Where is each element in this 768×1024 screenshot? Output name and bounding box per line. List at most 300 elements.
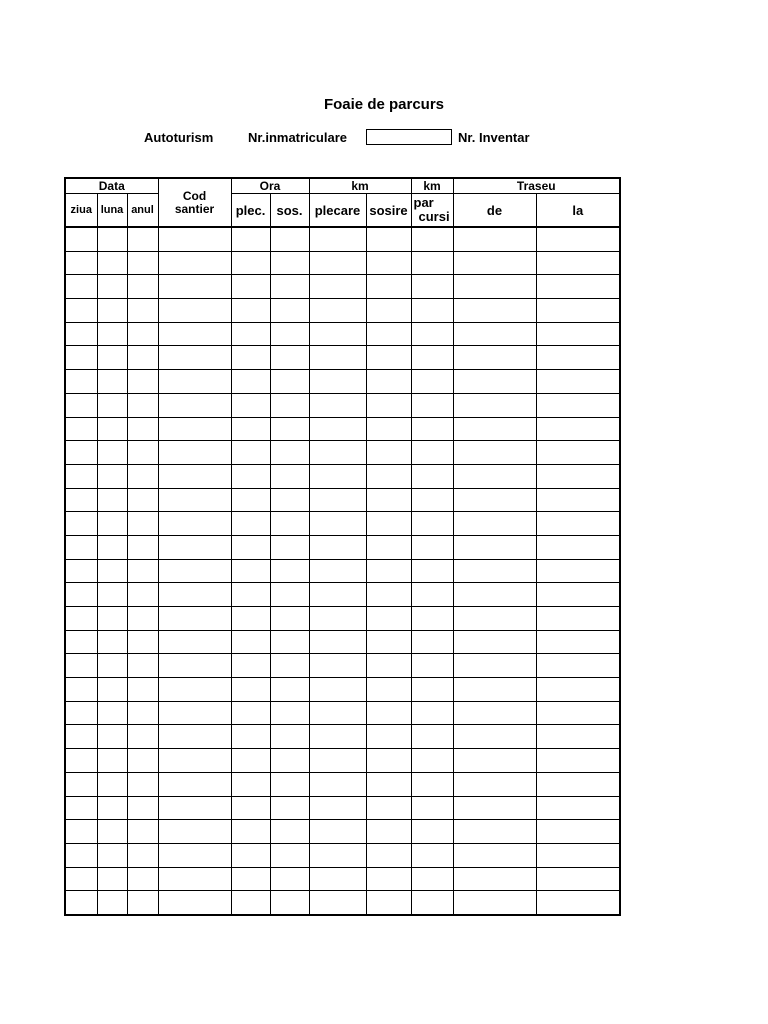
cell-km-sosire[interactable] bbox=[366, 441, 411, 465]
cell-ora-sos[interactable] bbox=[270, 251, 309, 275]
cell-luna[interactable] bbox=[97, 512, 127, 536]
cell-luna[interactable] bbox=[97, 370, 127, 394]
cell-cod-santier[interactable] bbox=[158, 464, 231, 488]
cell-ziua[interactable] bbox=[65, 796, 97, 820]
cell-cod-santier[interactable] bbox=[158, 441, 231, 465]
cell-km-sosire[interactable] bbox=[366, 772, 411, 796]
cell-km-sosire[interactable] bbox=[366, 607, 411, 631]
cell-anul[interactable] bbox=[127, 251, 158, 275]
cell-km-plecare[interactable] bbox=[309, 630, 366, 654]
cell-ora-plec[interactable] bbox=[231, 701, 270, 725]
cell-anul[interactable] bbox=[127, 559, 158, 583]
cell-anul[interactable] bbox=[127, 512, 158, 536]
cell-ziua[interactable] bbox=[65, 654, 97, 678]
cell-km-sosire[interactable] bbox=[366, 417, 411, 441]
cell-km-plecare[interactable] bbox=[309, 275, 366, 299]
cell-ora-sos[interactable] bbox=[270, 512, 309, 536]
cell-anul[interactable] bbox=[127, 701, 158, 725]
cell-luna[interactable] bbox=[97, 251, 127, 275]
cell-ora-sos[interactable] bbox=[270, 227, 309, 251]
cell-traseu-de[interactable] bbox=[453, 393, 536, 417]
cell-ziua[interactable] bbox=[65, 464, 97, 488]
cell-ora-plec[interactable] bbox=[231, 393, 270, 417]
cell-traseu-de[interactable] bbox=[453, 417, 536, 441]
cell-luna[interactable] bbox=[97, 796, 127, 820]
cell-km-sosire[interactable] bbox=[366, 227, 411, 251]
cell-anul[interactable] bbox=[127, 820, 158, 844]
cell-km-plecare[interactable] bbox=[309, 891, 366, 915]
cell-traseu-la[interactable] bbox=[536, 441, 620, 465]
cell-traseu-de[interactable] bbox=[453, 535, 536, 559]
cell-km-parcursi[interactable] bbox=[411, 227, 453, 251]
cell-ziua[interactable] bbox=[65, 867, 97, 891]
cell-traseu-de[interactable] bbox=[453, 275, 536, 299]
cell-ora-plec[interactable] bbox=[231, 749, 270, 773]
cell-ora-sos[interactable] bbox=[270, 275, 309, 299]
cell-km-sosire[interactable] bbox=[366, 512, 411, 536]
cell-km-parcursi[interactable] bbox=[411, 678, 453, 702]
cell-ora-plec[interactable] bbox=[231, 227, 270, 251]
cell-anul[interactable] bbox=[127, 299, 158, 323]
cell-traseu-de[interactable] bbox=[453, 796, 536, 820]
cell-anul[interactable] bbox=[127, 607, 158, 631]
cell-ora-sos[interactable] bbox=[270, 843, 309, 867]
cell-ziua[interactable] bbox=[65, 559, 97, 583]
cell-luna[interactable] bbox=[97, 417, 127, 441]
cell-traseu-de[interactable] bbox=[453, 251, 536, 275]
cell-cod-santier[interactable] bbox=[158, 678, 231, 702]
cell-anul[interactable] bbox=[127, 654, 158, 678]
cell-km-plecare[interactable] bbox=[309, 678, 366, 702]
cell-traseu-de[interactable] bbox=[453, 843, 536, 867]
cell-anul[interactable] bbox=[127, 370, 158, 394]
cell-km-sosire[interactable] bbox=[366, 749, 411, 773]
cell-km-plecare[interactable] bbox=[309, 843, 366, 867]
cell-cod-santier[interactable] bbox=[158, 630, 231, 654]
cell-ora-plec[interactable] bbox=[231, 464, 270, 488]
cell-km-plecare[interactable] bbox=[309, 227, 366, 251]
cell-luna[interactable] bbox=[97, 678, 127, 702]
cell-km-plecare[interactable] bbox=[309, 583, 366, 607]
cell-luna[interactable] bbox=[97, 346, 127, 370]
cell-luna[interactable] bbox=[97, 749, 127, 773]
cell-km-parcursi[interactable] bbox=[411, 464, 453, 488]
cell-luna[interactable] bbox=[97, 488, 127, 512]
cell-traseu-la[interactable] bbox=[536, 701, 620, 725]
cell-km-plecare[interactable] bbox=[309, 607, 366, 631]
cell-luna[interactable] bbox=[97, 630, 127, 654]
cell-luna[interactable] bbox=[97, 725, 127, 749]
cell-ora-sos[interactable] bbox=[270, 820, 309, 844]
cell-traseu-de[interactable] bbox=[453, 701, 536, 725]
cell-ziua[interactable] bbox=[65, 843, 97, 867]
cell-ora-sos[interactable] bbox=[270, 370, 309, 394]
cell-ora-plec[interactable] bbox=[231, 512, 270, 536]
cell-anul[interactable] bbox=[127, 867, 158, 891]
cell-ziua[interactable] bbox=[65, 346, 97, 370]
cell-ora-plec[interactable] bbox=[231, 630, 270, 654]
cell-km-parcursi[interactable] bbox=[411, 441, 453, 465]
cell-cod-santier[interactable] bbox=[158, 796, 231, 820]
cell-km-sosire[interactable] bbox=[366, 251, 411, 275]
cell-anul[interactable] bbox=[127, 535, 158, 559]
cell-km-sosire[interactable] bbox=[366, 725, 411, 749]
cell-luna[interactable] bbox=[97, 441, 127, 465]
cell-traseu-de[interactable] bbox=[453, 299, 536, 323]
cell-traseu-la[interactable] bbox=[536, 464, 620, 488]
cell-ora-sos[interactable] bbox=[270, 749, 309, 773]
cell-ziua[interactable] bbox=[65, 512, 97, 536]
cell-cod-santier[interactable] bbox=[158, 749, 231, 773]
cell-luna[interactable] bbox=[97, 464, 127, 488]
cell-ora-sos[interactable] bbox=[270, 322, 309, 346]
cell-km-sosire[interactable] bbox=[366, 488, 411, 512]
cell-ora-plec[interactable] bbox=[231, 322, 270, 346]
cell-km-plecare[interactable] bbox=[309, 393, 366, 417]
cell-ziua[interactable] bbox=[65, 275, 97, 299]
cell-ziua[interactable] bbox=[65, 583, 97, 607]
cell-km-parcursi[interactable] bbox=[411, 820, 453, 844]
cell-ziua[interactable] bbox=[65, 678, 97, 702]
cell-ziua[interactable] bbox=[65, 322, 97, 346]
cell-anul[interactable] bbox=[127, 393, 158, 417]
cell-km-plecare[interactable] bbox=[309, 701, 366, 725]
cell-ora-sos[interactable] bbox=[270, 559, 309, 583]
cell-km-parcursi[interactable] bbox=[411, 275, 453, 299]
cell-km-parcursi[interactable] bbox=[411, 488, 453, 512]
cell-km-parcursi[interactable] bbox=[411, 512, 453, 536]
cell-km-parcursi[interactable] bbox=[411, 607, 453, 631]
cell-ora-plec[interactable] bbox=[231, 678, 270, 702]
cell-traseu-la[interactable] bbox=[536, 867, 620, 891]
cell-km-sosire[interactable] bbox=[366, 535, 411, 559]
cell-traseu-de[interactable] bbox=[453, 772, 536, 796]
cell-traseu-la[interactable] bbox=[536, 488, 620, 512]
cell-traseu-de[interactable] bbox=[453, 749, 536, 773]
cell-ziua[interactable] bbox=[65, 630, 97, 654]
cell-traseu-de[interactable] bbox=[453, 488, 536, 512]
cell-cod-santier[interactable] bbox=[158, 275, 231, 299]
cell-luna[interactable] bbox=[97, 891, 127, 915]
cell-ora-sos[interactable] bbox=[270, 654, 309, 678]
cell-cod-santier[interactable] bbox=[158, 346, 231, 370]
cell-luna[interactable] bbox=[97, 820, 127, 844]
cell-anul[interactable] bbox=[127, 346, 158, 370]
cell-traseu-la[interactable] bbox=[536, 299, 620, 323]
cell-km-sosire[interactable] bbox=[366, 322, 411, 346]
cell-traseu-la[interactable] bbox=[536, 535, 620, 559]
cell-traseu-la[interactable] bbox=[536, 796, 620, 820]
cell-traseu-de[interactable] bbox=[453, 820, 536, 844]
cell-traseu-de[interactable] bbox=[453, 441, 536, 465]
cell-ziua[interactable] bbox=[65, 891, 97, 915]
cell-ziua[interactable] bbox=[65, 441, 97, 465]
cell-traseu-la[interactable] bbox=[536, 678, 620, 702]
cell-ora-plec[interactable] bbox=[231, 820, 270, 844]
cell-km-plecare[interactable] bbox=[309, 867, 366, 891]
cell-km-parcursi[interactable] bbox=[411, 251, 453, 275]
cell-traseu-la[interactable] bbox=[536, 275, 620, 299]
cell-cod-santier[interactable] bbox=[158, 393, 231, 417]
cell-cod-santier[interactable] bbox=[158, 251, 231, 275]
cell-cod-santier[interactable] bbox=[158, 322, 231, 346]
cell-luna[interactable] bbox=[97, 583, 127, 607]
cell-km-parcursi[interactable] bbox=[411, 796, 453, 820]
cell-traseu-la[interactable] bbox=[536, 820, 620, 844]
cell-ora-sos[interactable] bbox=[270, 891, 309, 915]
cell-traseu-la[interactable] bbox=[536, 346, 620, 370]
cell-km-plecare[interactable] bbox=[309, 488, 366, 512]
cell-cod-santier[interactable] bbox=[158, 559, 231, 583]
cell-km-plecare[interactable] bbox=[309, 464, 366, 488]
cell-traseu-de[interactable] bbox=[453, 346, 536, 370]
cell-ziua[interactable] bbox=[65, 607, 97, 631]
cell-ora-sos[interactable] bbox=[270, 464, 309, 488]
cell-cod-santier[interactable] bbox=[158, 654, 231, 678]
cell-cod-santier[interactable] bbox=[158, 843, 231, 867]
cell-anul[interactable] bbox=[127, 275, 158, 299]
cell-ziua[interactable] bbox=[65, 820, 97, 844]
cell-km-sosire[interactable] bbox=[366, 275, 411, 299]
cell-ora-sos[interactable] bbox=[270, 607, 309, 631]
cell-luna[interactable] bbox=[97, 535, 127, 559]
cell-ora-sos[interactable] bbox=[270, 488, 309, 512]
cell-anul[interactable] bbox=[127, 630, 158, 654]
plate-number-field[interactable] bbox=[366, 129, 452, 145]
cell-ora-sos[interactable] bbox=[270, 346, 309, 370]
cell-traseu-la[interactable] bbox=[536, 749, 620, 773]
cell-traseu-de[interactable] bbox=[453, 464, 536, 488]
cell-km-parcursi[interactable] bbox=[411, 346, 453, 370]
cell-ziua[interactable] bbox=[65, 725, 97, 749]
cell-ziua[interactable] bbox=[65, 370, 97, 394]
cell-km-sosire[interactable] bbox=[366, 843, 411, 867]
cell-ora-plec[interactable] bbox=[231, 891, 270, 915]
cell-traseu-la[interactable] bbox=[536, 583, 620, 607]
cell-anul[interactable] bbox=[127, 891, 158, 915]
cell-km-parcursi[interactable] bbox=[411, 535, 453, 559]
cell-ora-plec[interactable] bbox=[231, 370, 270, 394]
cell-cod-santier[interactable] bbox=[158, 583, 231, 607]
cell-traseu-de[interactable] bbox=[453, 370, 536, 394]
cell-km-plecare[interactable] bbox=[309, 654, 366, 678]
cell-traseu-la[interactable] bbox=[536, 251, 620, 275]
cell-traseu-de[interactable] bbox=[453, 583, 536, 607]
cell-ziua[interactable] bbox=[65, 251, 97, 275]
cell-km-plecare[interactable] bbox=[309, 559, 366, 583]
cell-traseu-la[interactable] bbox=[536, 393, 620, 417]
cell-traseu-la[interactable] bbox=[536, 607, 620, 631]
cell-traseu-de[interactable] bbox=[453, 322, 536, 346]
cell-ora-sos[interactable] bbox=[270, 299, 309, 323]
cell-km-plecare[interactable] bbox=[309, 441, 366, 465]
cell-luna[interactable] bbox=[97, 701, 127, 725]
cell-ziua[interactable] bbox=[65, 535, 97, 559]
cell-ora-plec[interactable] bbox=[231, 796, 270, 820]
cell-ora-plec[interactable] bbox=[231, 275, 270, 299]
cell-km-parcursi[interactable] bbox=[411, 583, 453, 607]
cell-ora-plec[interactable] bbox=[231, 346, 270, 370]
cell-cod-santier[interactable] bbox=[158, 820, 231, 844]
cell-km-plecare[interactable] bbox=[309, 299, 366, 323]
cell-traseu-de[interactable] bbox=[453, 512, 536, 536]
cell-cod-santier[interactable] bbox=[158, 891, 231, 915]
cell-luna[interactable] bbox=[97, 299, 127, 323]
cell-traseu-de[interactable] bbox=[453, 725, 536, 749]
cell-traseu-la[interactable] bbox=[536, 512, 620, 536]
cell-cod-santier[interactable] bbox=[158, 370, 231, 394]
cell-ora-plec[interactable] bbox=[231, 654, 270, 678]
cell-km-sosire[interactable] bbox=[366, 630, 411, 654]
cell-km-parcursi[interactable] bbox=[411, 299, 453, 323]
cell-km-parcursi[interactable] bbox=[411, 701, 453, 725]
cell-traseu-la[interactable] bbox=[536, 417, 620, 441]
cell-luna[interactable] bbox=[97, 275, 127, 299]
cell-km-plecare[interactable] bbox=[309, 322, 366, 346]
cell-ziua[interactable] bbox=[65, 749, 97, 773]
cell-km-sosire[interactable] bbox=[366, 583, 411, 607]
cell-anul[interactable] bbox=[127, 417, 158, 441]
cell-luna[interactable] bbox=[97, 772, 127, 796]
cell-km-sosire[interactable] bbox=[366, 654, 411, 678]
cell-km-plecare[interactable] bbox=[309, 820, 366, 844]
cell-km-sosire[interactable] bbox=[366, 891, 411, 915]
cell-ora-sos[interactable] bbox=[270, 867, 309, 891]
cell-km-sosire[interactable] bbox=[366, 370, 411, 394]
cell-ora-sos[interactable] bbox=[270, 701, 309, 725]
cell-km-parcursi[interactable] bbox=[411, 749, 453, 773]
cell-ora-plec[interactable] bbox=[231, 441, 270, 465]
cell-anul[interactable] bbox=[127, 772, 158, 796]
cell-ora-sos[interactable] bbox=[270, 535, 309, 559]
cell-ziua[interactable] bbox=[65, 772, 97, 796]
cell-km-sosire[interactable] bbox=[366, 678, 411, 702]
cell-km-plecare[interactable] bbox=[309, 725, 366, 749]
cell-anul[interactable] bbox=[127, 725, 158, 749]
cell-traseu-la[interactable] bbox=[536, 654, 620, 678]
cell-km-sosire[interactable] bbox=[366, 701, 411, 725]
cell-km-parcursi[interactable] bbox=[411, 393, 453, 417]
cell-luna[interactable] bbox=[97, 654, 127, 678]
cell-km-plecare[interactable] bbox=[309, 417, 366, 441]
cell-km-sosire[interactable] bbox=[366, 820, 411, 844]
cell-ora-sos[interactable] bbox=[270, 630, 309, 654]
cell-luna[interactable] bbox=[97, 227, 127, 251]
cell-km-plecare[interactable] bbox=[309, 370, 366, 394]
cell-km-parcursi[interactable] bbox=[411, 891, 453, 915]
cell-ora-sos[interactable] bbox=[270, 441, 309, 465]
cell-anul[interactable] bbox=[127, 678, 158, 702]
cell-traseu-de[interactable] bbox=[453, 654, 536, 678]
cell-traseu-de[interactable] bbox=[453, 227, 536, 251]
cell-ora-plec[interactable] bbox=[231, 772, 270, 796]
cell-ziua[interactable] bbox=[65, 417, 97, 441]
cell-ora-plec[interactable] bbox=[231, 725, 270, 749]
cell-km-plecare[interactable] bbox=[309, 346, 366, 370]
cell-ora-plec[interactable] bbox=[231, 251, 270, 275]
cell-anul[interactable] bbox=[127, 583, 158, 607]
cell-traseu-la[interactable] bbox=[536, 843, 620, 867]
cell-km-parcursi[interactable] bbox=[411, 725, 453, 749]
cell-ora-plec[interactable] bbox=[231, 559, 270, 583]
cell-luna[interactable] bbox=[97, 867, 127, 891]
cell-km-parcursi[interactable] bbox=[411, 630, 453, 654]
cell-anul[interactable] bbox=[127, 843, 158, 867]
cell-luna[interactable] bbox=[97, 559, 127, 583]
cell-luna[interactable] bbox=[97, 843, 127, 867]
cell-ziua[interactable] bbox=[65, 393, 97, 417]
cell-traseu-de[interactable] bbox=[453, 891, 536, 915]
cell-ora-sos[interactable] bbox=[270, 393, 309, 417]
cell-anul[interactable] bbox=[127, 322, 158, 346]
cell-km-plecare[interactable] bbox=[309, 796, 366, 820]
cell-traseu-la[interactable] bbox=[536, 370, 620, 394]
cell-luna[interactable] bbox=[97, 322, 127, 346]
cell-cod-santier[interactable] bbox=[158, 607, 231, 631]
cell-km-plecare[interactable] bbox=[309, 512, 366, 536]
cell-cod-santier[interactable] bbox=[158, 488, 231, 512]
cell-km-parcursi[interactable] bbox=[411, 370, 453, 394]
cell-km-parcursi[interactable] bbox=[411, 772, 453, 796]
cell-luna[interactable] bbox=[97, 393, 127, 417]
cell-ora-plec[interactable] bbox=[231, 607, 270, 631]
cell-luna[interactable] bbox=[97, 607, 127, 631]
cell-km-plecare[interactable] bbox=[309, 535, 366, 559]
cell-cod-santier[interactable] bbox=[158, 535, 231, 559]
cell-km-parcursi[interactable] bbox=[411, 654, 453, 678]
cell-ziua[interactable] bbox=[65, 227, 97, 251]
cell-ora-plec[interactable] bbox=[231, 299, 270, 323]
cell-km-parcursi[interactable] bbox=[411, 322, 453, 346]
cell-cod-santier[interactable] bbox=[158, 772, 231, 796]
cell-ora-sos[interactable] bbox=[270, 417, 309, 441]
cell-km-plecare[interactable] bbox=[309, 772, 366, 796]
cell-ora-sos[interactable] bbox=[270, 725, 309, 749]
cell-km-sosire[interactable] bbox=[366, 299, 411, 323]
cell-anul[interactable] bbox=[127, 441, 158, 465]
cell-anul[interactable] bbox=[127, 749, 158, 773]
cell-cod-santier[interactable] bbox=[158, 725, 231, 749]
cell-km-sosire[interactable] bbox=[366, 393, 411, 417]
cell-km-sosire[interactable] bbox=[366, 796, 411, 820]
cell-traseu-de[interactable] bbox=[453, 678, 536, 702]
cell-ora-plec[interactable] bbox=[231, 417, 270, 441]
cell-traseu-la[interactable] bbox=[536, 227, 620, 251]
cell-ora-plec[interactable] bbox=[231, 867, 270, 891]
cell-km-sosire[interactable] bbox=[366, 346, 411, 370]
cell-km-parcursi[interactable] bbox=[411, 417, 453, 441]
cell-anul[interactable] bbox=[127, 227, 158, 251]
cell-km-sosire[interactable] bbox=[366, 559, 411, 583]
cell-traseu-de[interactable] bbox=[453, 559, 536, 583]
cell-km-plecare[interactable] bbox=[309, 251, 366, 275]
cell-ora-sos[interactable] bbox=[270, 583, 309, 607]
cell-ora-plec[interactable] bbox=[231, 843, 270, 867]
cell-ora-plec[interactable] bbox=[231, 583, 270, 607]
cell-ora-plec[interactable] bbox=[231, 535, 270, 559]
cell-km-parcursi[interactable] bbox=[411, 559, 453, 583]
cell-cod-santier[interactable] bbox=[158, 227, 231, 251]
cell-traseu-la[interactable] bbox=[536, 891, 620, 915]
cell-ora-sos[interactable] bbox=[270, 678, 309, 702]
cell-ziua[interactable] bbox=[65, 701, 97, 725]
cell-cod-santier[interactable] bbox=[158, 299, 231, 323]
cell-ora-sos[interactable] bbox=[270, 796, 309, 820]
cell-cod-santier[interactable] bbox=[158, 512, 231, 536]
cell-traseu-la[interactable] bbox=[536, 559, 620, 583]
cell-traseu-la[interactable] bbox=[536, 630, 620, 654]
cell-traseu-de[interactable] bbox=[453, 607, 536, 631]
